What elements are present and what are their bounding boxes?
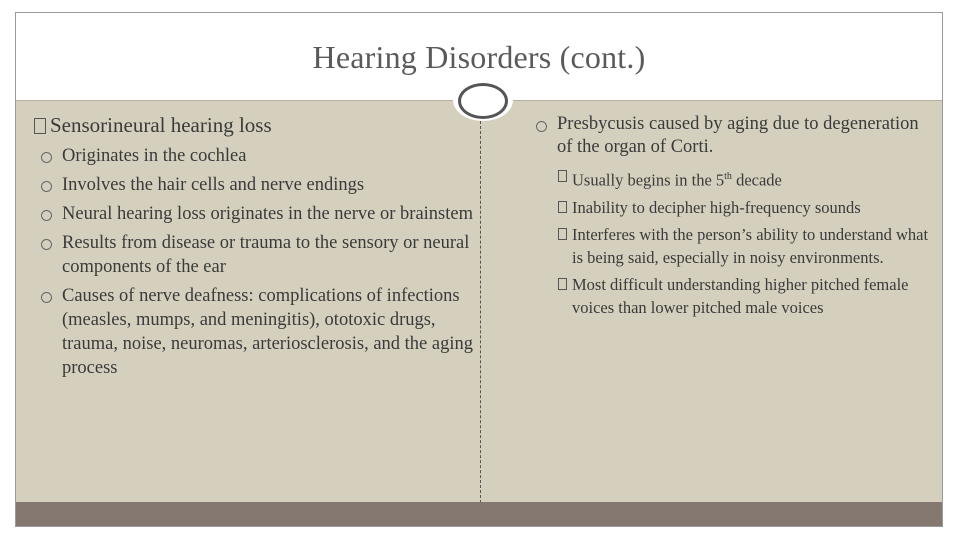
list-item-text: Inability to decipher high-frequency sounds [572, 197, 861, 217]
circle-bullet-icon [41, 292, 52, 303]
square-bullet-icon [558, 170, 567, 182]
list-item [558, 165, 936, 192]
list-item-text: Causes of nerve deafness: complications of infections (measles, mumps, and meningitis), ototoxic drugs, trauma, noise, neuromas, arteriosclerosis, and the aging process [62, 286, 473, 378]
list-item [41, 173, 474, 197]
circle-bullet-icon [41, 152, 52, 163]
slide-title: Hearing Disorders (cont.) [312, 39, 646, 75]
list-item [41, 144, 474, 168]
right-list [536, 165, 936, 319]
list-item [41, 231, 474, 279]
list-item-text: Interferes with the person’s ability to understand what is being said, especially in noisy environments. [572, 224, 929, 267]
circle-bullet-icon [536, 121, 547, 132]
right-heading [536, 113, 936, 159]
circle-bullet-icon [41, 181, 52, 192]
square-bullet-icon [34, 118, 46, 134]
circle-bullet-icon [41, 239, 52, 250]
list-item [558, 223, 936, 269]
left-heading [34, 113, 474, 138]
decade-text-pre: Usually begins in the 5 [572, 170, 725, 190]
list-item-text: Involves the hair cells and nerve endings [62, 175, 365, 195]
decade-text-post: decade [731, 170, 782, 190]
list-item [41, 284, 474, 380]
list-item-text [572, 165, 782, 192]
left-list [34, 144, 474, 380]
square-bullet-icon [558, 228, 567, 240]
column-divider [480, 111, 481, 503]
square-bullet-icon [558, 201, 567, 213]
left-column [34, 113, 474, 385]
square-bullet-icon [558, 278, 567, 290]
right-column [536, 113, 936, 323]
list-item-text: Results from disease or trauma to the sensory or neural components of the ear [62, 233, 470, 277]
decade-superscript: th [724, 171, 732, 182]
footer-bar [16, 502, 942, 526]
list-item [558, 273, 936, 319]
slide [15, 12, 943, 527]
list-item [558, 196, 936, 219]
circle-bullet-icon [41, 210, 52, 221]
list-item-text: Originates in the cochlea [62, 146, 247, 166]
right-heading-text: Presbycusis caused by aging due to degeneration of the organ of Corti. [557, 114, 919, 157]
list-item [41, 202, 474, 226]
left-heading-text: Sensorineural hearing loss [50, 113, 272, 137]
list-item-text: Neural hearing loss originates in the nerve or brainstem [62, 204, 473, 224]
list-item-text: Most difficult understanding higher pitched female voices than lower pitched male voices [572, 274, 909, 317]
